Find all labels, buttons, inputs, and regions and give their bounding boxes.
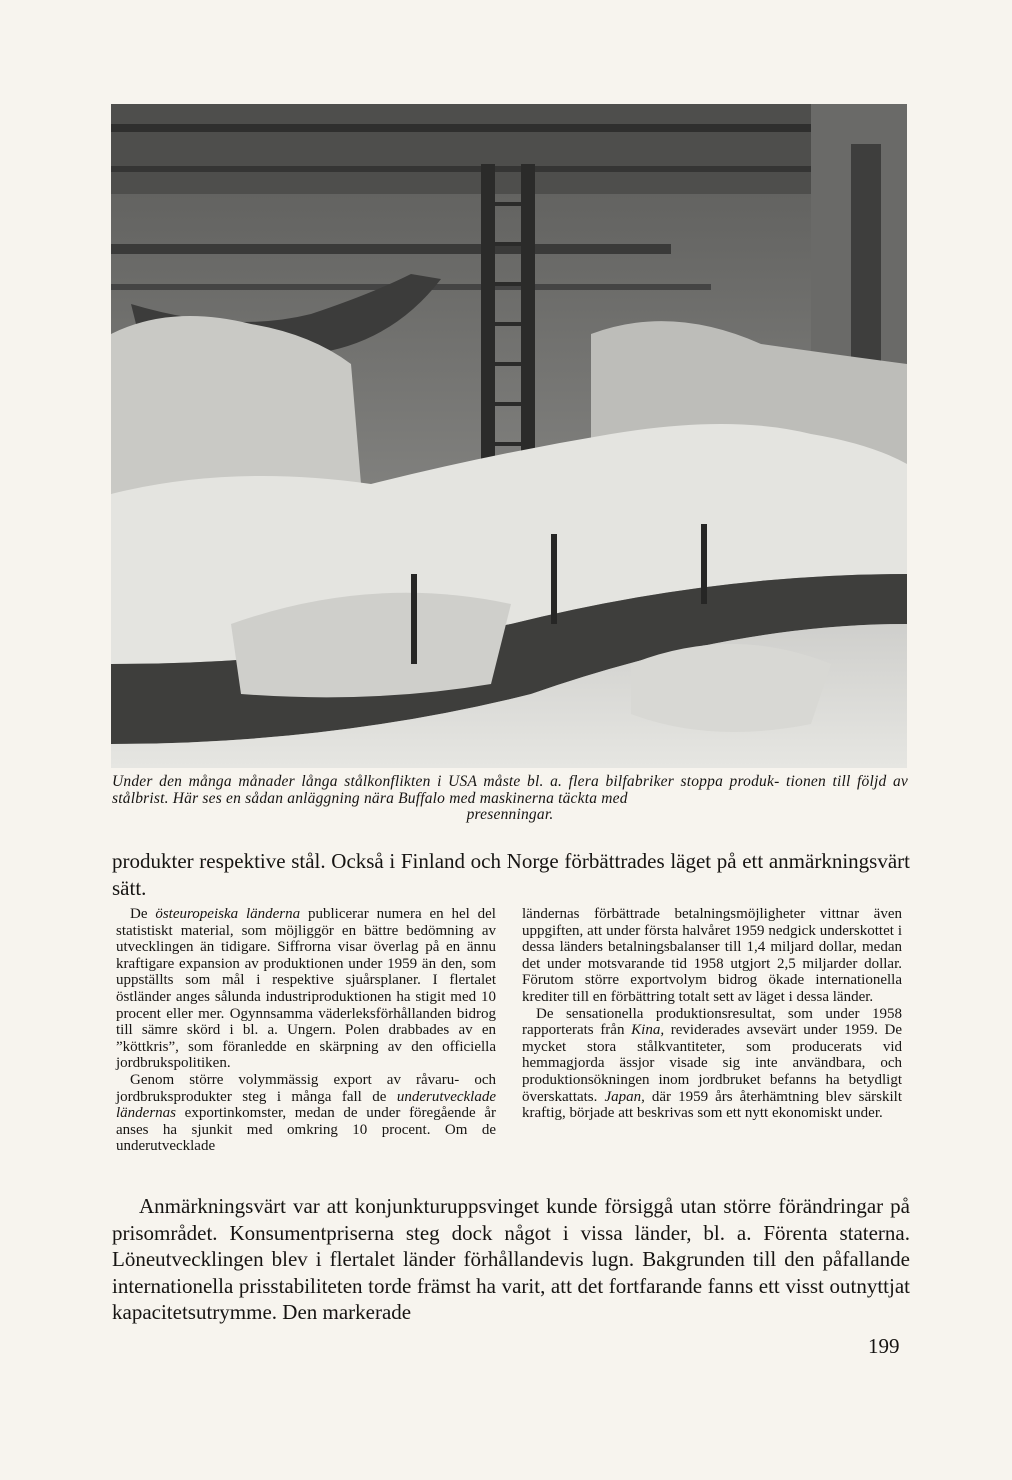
- italic-term: Japan,: [604, 1088, 645, 1105]
- right-paragraph-2: [522, 1006, 902, 1122]
- left-column: [116, 906, 496, 1155]
- factory-photo: [111, 104, 907, 768]
- lead-paragraph: produkter respektive stål. Också i Finland och Norge förbättrades läget på ett anmärkningsvärt sätt.: [112, 849, 910, 900]
- caption-line-2: tionen till följd av stålbrist. Här ses en sådan anläggning nära Buffalo med maskinerna täckta med: [112, 773, 908, 807]
- caption-line-3: presenningar.: [466, 806, 554, 823]
- page-number: 199: [868, 1334, 900, 1358]
- italic-term: Kina,: [631, 1022, 665, 1039]
- text-run: publicerar numera en hel del statistiskt material, som möjliggör en bättre bedömning av utvecklingen än tidigare. Siffrorna visar överlag på en ännu kraftigare expansion av produktionen under 1959 än den, som uppställts som mål i respektive sjuårsplaner. I flertalet östländer anges sålunda industriproduktionen ha stigit med 10 procent eller mer. Ogynnsamma väderleksförhållanden bidrog till sämre skörd i bl. a. Ungern. Polen drabbades av en ”köttkris”, som föranledde en skärpning av den officiella jordbrukspolitiken.: [116, 906, 496, 1072]
- text-run: exportinkomster, medan de under föregående år anses ha sjunkit med omkring 10 procent. Om de underutvecklade: [116, 1105, 496, 1155]
- left-paragraph-2: [116, 1072, 496, 1155]
- photo-caption: [112, 774, 908, 824]
- text-run: De sensationella produktionsresultat, som under 1958 rapporterats från: [522, 1005, 902, 1039]
- text-run: där 1959 års återhämtning blev särskilt kraftig, började att beskrivas som ett nytt ekonomiskt under.: [522, 1088, 902, 1122]
- right-column: [522, 906, 902, 1122]
- caption-line-1: Under den många månader långa stålkonflikten i USA måste bl. a. flera bilfabriker stoppa produk-: [112, 773, 780, 790]
- text-run: reviderades avsevärt under 1959. De mycket stora stålkvantiteter, som producerats vid hemmagjorda ässjor visade sig inte användbara, och produktionsökningen inom jordbruket befanns ha betydligt överskattats.: [522, 1022, 903, 1105]
- text-run: De: [130, 906, 156, 922]
- bottom-paragraph: Anmärkningsvärt var att konjunkturuppsvinget kunde försiggå utan större förändringar på prisområdet. Konsumentpriserna steg dock något i vissa länder, bl. a. Förenta staterna. Löneutvecklingen blev i flertalet länder förhållandevis lugn. Bakgrunden till den påfallande internationella prisstabiliteten torde främst ha varit, att det fortfarande fanns ett visst outnyttjat kapacitetsutrymme. Den markerade: [112, 1194, 910, 1324]
- factory-photo-graphic: [111, 104, 907, 768]
- italic-term: östeuropeiska länderna: [155, 906, 301, 922]
- left-paragraph-1: [116, 906, 496, 1072]
- text-run: Genom större volymmässig export av råvaru- och jordbruksprodukter steg i många fall de: [116, 1071, 496, 1105]
- right-paragraph-1: ländernas förbättrade betalningsmöjligheter vittnar även uppgiften, att under första halvåret 1959 nedgick underskottet i dessa länders betalningsbalanser till 1,4 miljard dollar, medan det under motsvarande tid 1958 utgjort 2,5 miljarder dollar. Förutom större exportvolym bidrog ökade internationella krediter till en förbättring totalt sett av läget i dessa länder.: [522, 906, 902, 1005]
- italic-term: underutvecklade ländernas: [116, 1088, 496, 1122]
